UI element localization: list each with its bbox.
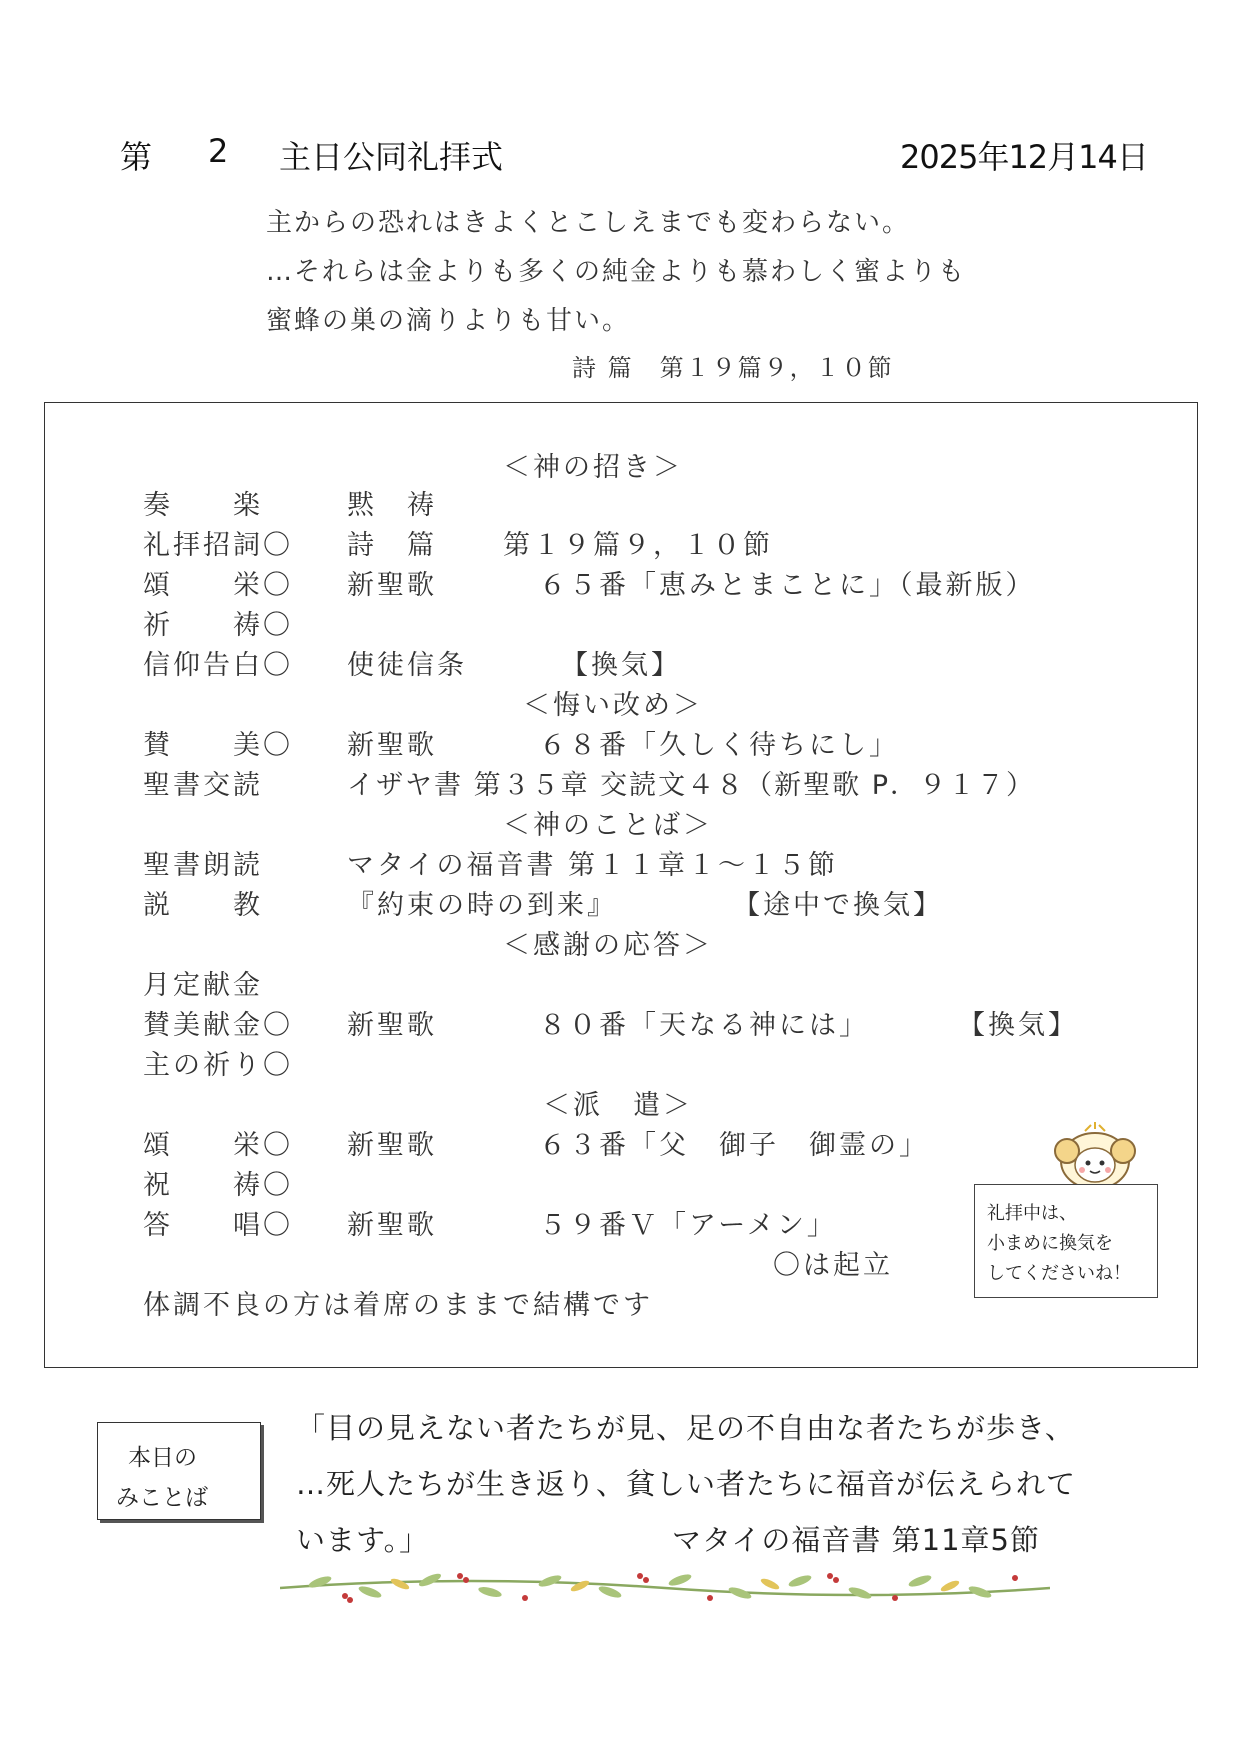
row-col2: 新聖歌 [347,1210,437,1241]
garland-decoration-icon [280,1566,1050,1610]
row-label: 頌 栄〇 [143,1130,293,1161]
row-col2: 『約束の時の到来』 [347,890,617,921]
row-col3: ６８番「久しく待ちにし」 [539,730,899,761]
row-label: 頌 栄〇 [143,570,293,601]
row-label: 信仰告白〇 [143,650,293,681]
row-col3: 第１９篇９，１０節 [503,530,773,561]
standing-note: 〇は起立 [773,1250,893,1281]
ventilation-note [974,1184,1158,1298]
opening-verse-line-2: …それらは金よりも多くの純金よりも慕わしく蜜よりも [266,257,967,287]
row-col2: 新聖歌 [347,570,437,601]
section-invitation: ＜神の招き＞ [503,452,683,483]
section-response: ＜感謝の応答＞ [503,930,713,961]
health-note: 体調不良の方は着席のままで結構です [143,1290,653,1321]
row-col3: 【換気】 [561,650,681,681]
service-date: 2025年12月14日 [900,138,1148,176]
row-col3: ５９番Ｖ「アーメン」 [539,1210,837,1241]
row-label: 説 教 [143,890,263,921]
section-sending: ＜派 遣＞ [543,1090,693,1121]
opening-verse-line-3: 蜜蜂の巣の滴りよりも甘い。 [266,306,631,336]
row-col2: イザヤ書 第３５章 交読文４８（新聖歌 P．９１７） [347,770,1036,801]
word-of-today-label [97,1422,261,1520]
row-label: 賛美献金〇 [143,1010,293,1041]
word-line-2: …死人たちが生き返り、貧しい者たちに福音が伝えられて [296,1467,1077,1501]
label-line-2: みことば [116,1485,208,1511]
row-label: 祈 祷〇 [143,610,293,641]
section-repentance: ＜悔い改め＞ [523,690,703,721]
word-line-1: 「目の見えない者たちが見、足の不自由な者たちが歩き、 [296,1411,1075,1445]
note-line-1: 礼拝中は、 [987,1203,1077,1224]
row-label: 答 唱〇 [143,1210,293,1241]
row-label: 月定献金 [143,970,263,1001]
header-number: 2 [208,132,229,170]
row-col3: ６３番「父 御子 御霊の」 [539,1130,929,1161]
note-line-2: 小まめに換気を [987,1233,1113,1254]
word-reference: マタイの福音書 第11章5節 [672,1523,1040,1557]
row-col3: 【途中で換気】 [733,890,943,921]
opening-verse-reference: 詩 篇 第１９篇９，１０節 [572,354,894,382]
row-col2: 黙 祷 [347,490,437,521]
row-col2: マタイの福音書 第１１章１～１５節 [347,850,839,881]
row-col2: 使徒信条 [347,650,467,681]
row-label: 聖書朗読 [143,850,263,881]
row-col3: ８０番「天なる神には」 [539,1010,869,1041]
row-label: 礼拝招詞〇 [143,530,293,561]
row-label: 聖書交読 [143,770,263,801]
header-dai: 第 [120,138,153,176]
row-col4: 【換気】 [958,1010,1078,1041]
row-col2: 新聖歌 [347,1010,437,1041]
row-label: 奏 楽 [143,490,263,521]
row-col2: 新聖歌 [347,730,437,761]
row-col2: 新聖歌 [347,1130,437,1161]
row-label: 賛 美〇 [143,730,293,761]
section-word-of-god: ＜神のことば＞ [503,810,713,841]
row-col2: 詩 篇 [347,530,437,561]
word-line-3: います。」 [296,1523,430,1557]
note-line-3: してくださいね！ [987,1263,1131,1284]
row-col3: ６５番「恵みとまことに」（最新版） [539,570,1036,601]
label-line-1: 本日の [128,1445,197,1471]
opening-verse-line-1: 主からの恐れはきよくとこしえまでも変わらない。 [266,208,911,238]
row-label: 祝 祷〇 [143,1170,293,1201]
row-label: 主の祈り〇 [143,1050,293,1081]
service-title: 主日公同礼拝式 [279,138,504,176]
